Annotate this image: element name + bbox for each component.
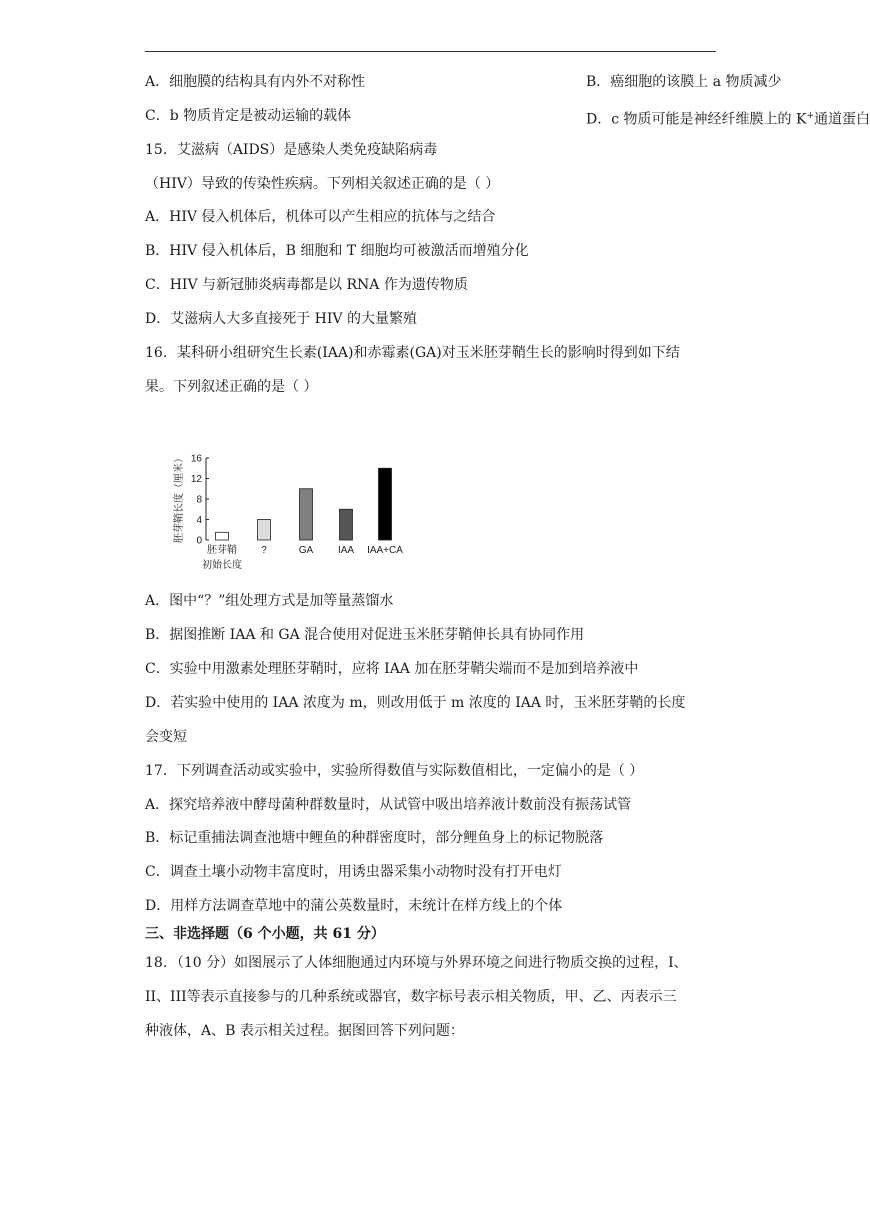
q16-stem-line2: 果。下列叙述正确的是（ ） [145, 379, 318, 395]
bar [300, 489, 313, 540]
q15-stem-line1: 15．艾滋病（AIDS）是感染人类免疫缺陷病毒 [145, 142, 438, 158]
q17-option-d: D．用样方法调查草地中的蒲公英数量时，未统计在样方线上的个体 [145, 898, 563, 914]
q15-option-d: D．艾滋病人大多直接死于 HIV 的大量繁殖 [145, 311, 417, 327]
q14-option-d [586, 107, 870, 129]
bar-chart [168, 448, 430, 578]
bars [216, 468, 392, 540]
q17-stem: 17．下列调查活动或实验中，实验所得数值与实际数值相比，一定偏小的是（ ） [145, 763, 644, 779]
x-category-label: IAA+CA [367, 545, 403, 556]
y-tick-label: 16 [190, 453, 202, 465]
q18-line1: 18．（10 分）如图展示了人体细胞通过内环境与外界环境之间进行物质交换的过程，I、 [145, 955, 688, 971]
q15-option-c: C．HIV 与新冠肺炎病毒都是以 RNA 作为遗传物质 [145, 277, 468, 293]
q14-options-row1 [145, 73, 782, 91]
x-category-label: 胚芽鞘 [207, 545, 237, 556]
header-rule [145, 51, 716, 52]
q16-stem-line1: 16．某科研小组研究生长素(IAA)和赤霉素(GA)对玉米胚芽鞘生长的影响时得到如下结 [145, 345, 680, 361]
q16-option-d-line1: D．若实验中使用的 IAA 浓度为 m，则改用低于 m 浓度的 IAA 时，玉米胚芽鞘的长度 [145, 695, 686, 711]
q14-options-row2 [145, 107, 870, 128]
bar [340, 509, 353, 540]
y-tick-label: 8 [196, 494, 202, 506]
x-category-label: IAA [337, 545, 355, 556]
q16-option-c: C．实验中用激素处理胚芽鞘时，应将 IAA 加在胚芽鞘尖端而不是加到培养液中 [145, 661, 639, 677]
x-category-label: GA [298, 545, 314, 556]
q17-option-a: A．探究培养液中酵母菌种群数量时，从试管中吸出培养液计数前没有振荡试管 [145, 797, 632, 813]
q14-option-a: A．细胞膜的结构具有内外不对称性 [145, 74, 366, 90]
section3-heading: 三、非选择题（6 个小题，共 61 分） [145, 926, 385, 942]
q16-option-b: B．据图推断 IAA 和 GA 混合使用对促进玉米胚芽鞘伸长具有协同作用 [145, 627, 585, 643]
q14-option-c: C．b 物质肯定是被动运输的载体 [145, 108, 352, 124]
x-labels [207, 543, 403, 556]
q14-option-b: B．癌细胞的该膜上 a 物质减少 [586, 74, 782, 90]
bar-chart-svg [168, 448, 430, 578]
y-tick-label: 12 [190, 474, 202, 485]
q15-stem-line2: （HIV）导致的传染性疾病。下列相关叙述正确的是（ ） [145, 176, 500, 192]
y-axis-label: 胚芽鞘长度（厘米） [174, 453, 185, 543]
q15-option-a: A．HIV 侵入机体后，机体可以产生相应的抗体与之结合 [145, 209, 496, 225]
x-category-sublabel: 初始长度 [202, 560, 242, 571]
q15-option-b: B．HIV 侵入机体后，B 细胞和 T 细胞均可被激活而增殖分化 [145, 243, 529, 259]
y-tick-label: 0 [196, 535, 202, 547]
bar [216, 532, 229, 540]
bar [379, 468, 392, 540]
q14-option-d-text: D．c 物质可能是神经纤维膜上的 K [586, 111, 807, 128]
q17-option-b: B．标记重捕法调查池塘中鲤鱼的种群密度时，部分鲤鱼身上的标记物脱落 [145, 830, 604, 846]
q18-line2: II、III等表示直接参与的几种系统或器官，数字标号表示相关物质，甲、乙、丙表示三 [145, 989, 677, 1005]
q18-line3: 种液体，A、B 表示相关过程。据图回答下列问题： [145, 1023, 464, 1039]
q14-option-d-suffix: 通道蛋白 [813, 111, 870, 128]
bar [258, 520, 271, 541]
x-category-label: ? [261, 545, 267, 556]
q16-option-d-line2: 会变短 [145, 729, 187, 745]
y-tick-label: 4 [196, 515, 202, 526]
q14-option-d-superscript: + [806, 111, 814, 121]
q16-option-a: A．图中“？”组处理方式是加等量蒸馏水 [145, 593, 394, 609]
q17-option-c: C．调查土壤小动物丰富度时，用诱虫器采集小动物时没有打开电灯 [145, 864, 562, 880]
